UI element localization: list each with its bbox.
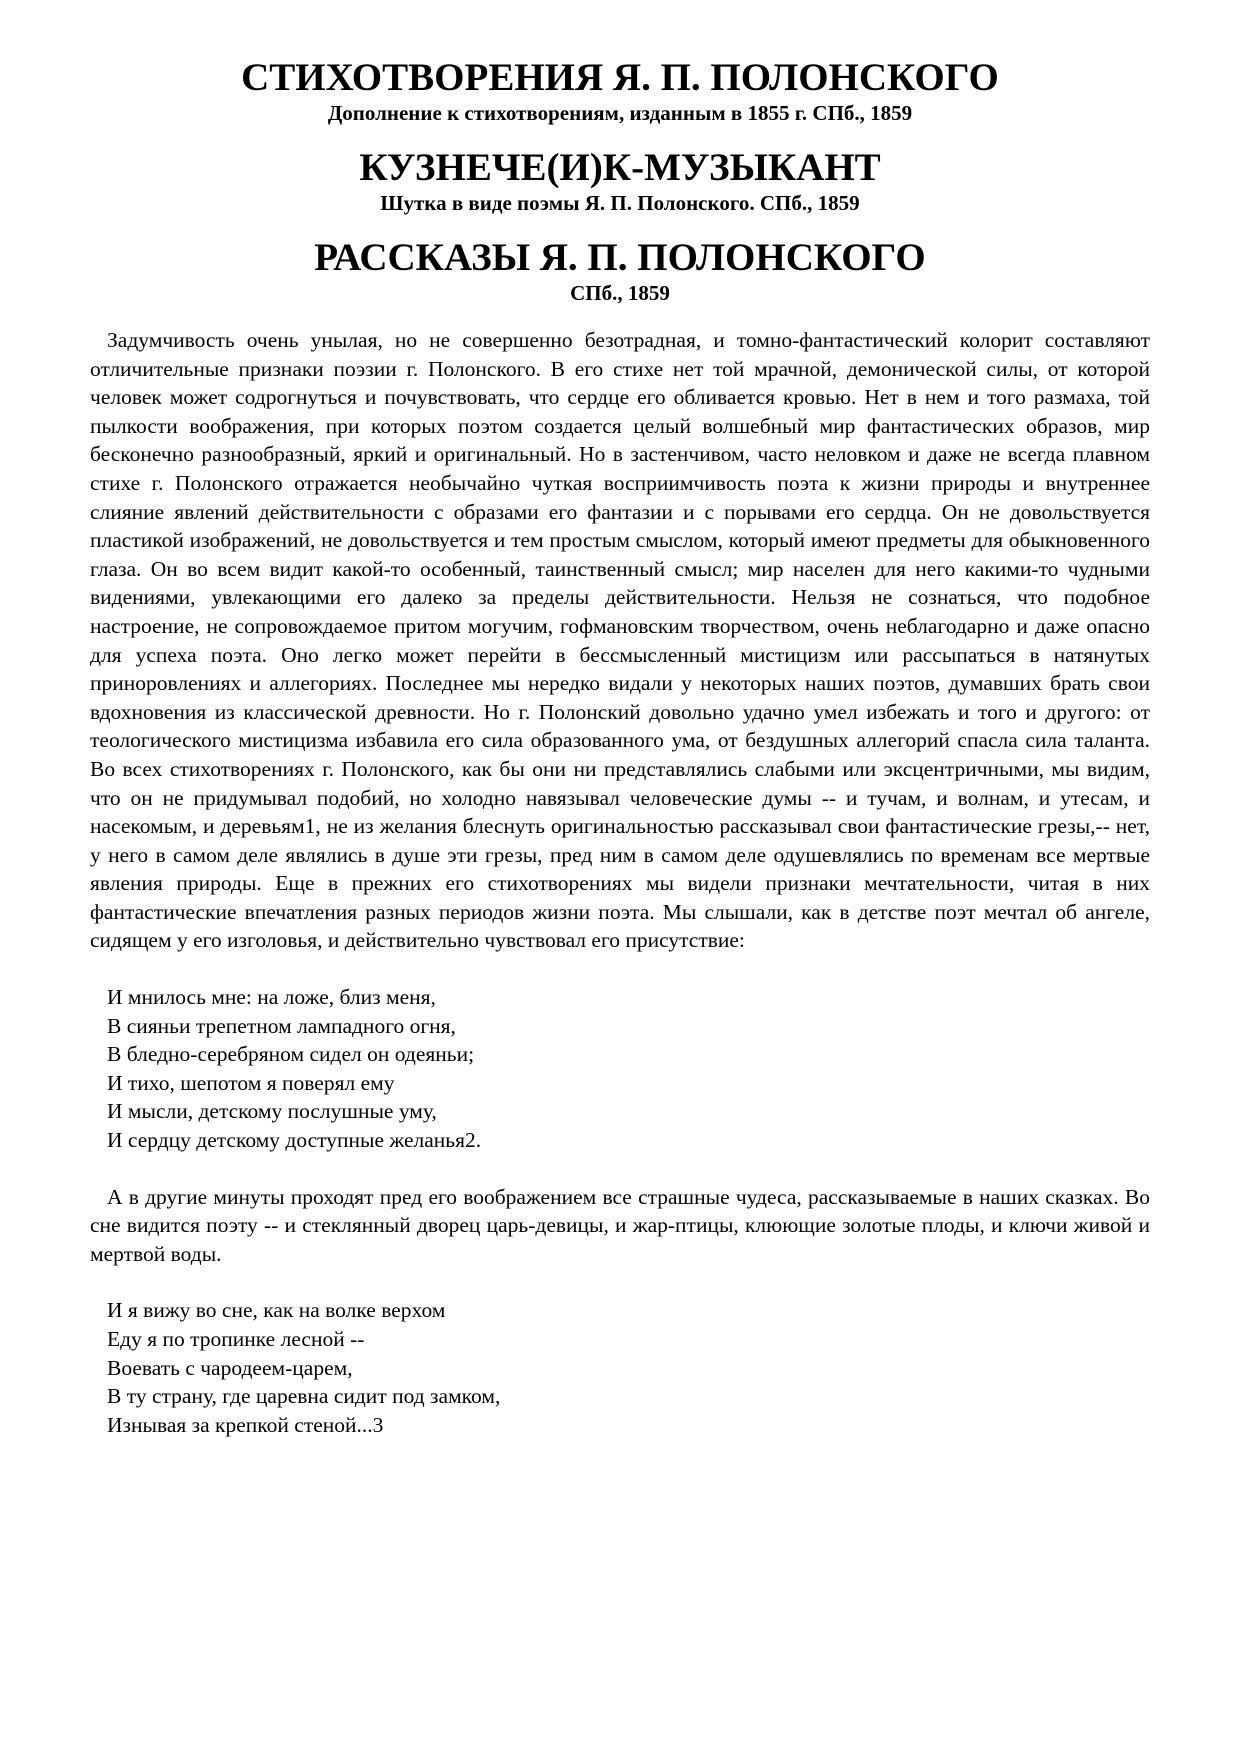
poem-quote (107, 1296, 1150, 1439)
poem-line: В бледно-серебряном сидел он одеяньи; (107, 1042, 475, 1067)
document-page (90, 56, 1150, 1467)
body-paragraph: Задумчивость очень унылая, но не совершенно безотрадная, и томно-фантастический колорит составляют отличительные признаки поэзии г. Полонского. В его стихе нет той мрачной, демонической силы, от которой человек может содрогнуться и почувствовать, что сердце его обливается кровью. Нет в нем и того размаха, той пылкости воображения, при которых поэтом создается целый волшебный мир фантастических образов, мир бесконечно разнообразный, яркий и оригинальный. Но в застенчивом, часто неловком и даже не всегда плавном стихе г. Полонского отражается необычайно чуткая восприимчивость поэта к жизни природы и внутреннее слияние явлений действительности с образами его фантазии и с порывами его сердца. Он не довольствуется пластикой изображений, не довольствуется и тем простым смыслом, который имеют предметы для обыкновенного глаза. Он во всем видит какой-то особенный, таинственный смысл; мир населен для него какими-то чудными видениями, увлекающими его далеко за пределы действительности. Нельзя не сознаться, что подобное настроение, не сопровождаемое притом могучим, гофмановским творчеством, очень неблагодарно и даже опасно для успеха поэта. Оно легко может перейти в бессмысленный мистицизм или рассыпаться в натянутых приноровлениях и аллегориях. Последнее мы нередко видали у некоторых наших поэтов, думавших брать свои вдохновения из классической древности. Но г. Полонский довольно удачно умел избежать и того и другого: от теологического мистицизма избавила его сила образованного ума, от бездушных аллегорий спасла сила таланта. Во всех стихотворениях г. Полонского, как бы они ни представлялись слабыми или эксцентричными, мы видим, что он не придумывал подобий, но холодно навязывал человеческие думы -- и тучам, и волнам, и утесам, и насекомым, и деревьям1, не из желания блеснуть оригинальностью рассказывал свои фантастические грезы,-- нет, у него в самом деле являлись в душе эти грезы, пред ним в самом деле одушевлялись по временам все мертвые явления природы. Еще в прежних его стихотворениях мы видели признаки мечтательности, читая в них фантастические впечатления разных периодов жизни поэта. Мы слышали, как в детстве поэт мечтал об ангеле, сидящем у его изголовья, и действительно чувствовал его присутствие: (90, 328, 1150, 953)
body-paragraph: А в другие минуты проходят пред его воображением все страшные чудеса, рассказываемые в наших сказках. Во сне видится поэту -- и стеклянный дворец царь-девицы, и жар-птицы, клюющие золотые плоды, и ключи живой и мертвой воды. (90, 1184, 1150, 1266)
poem-line: Воевать с чародеем-царем, (107, 1355, 353, 1380)
poem-line: Изнывая за крепкой стеной...3 (107, 1412, 384, 1437)
poem-line: В сияньи трепетном лампадного огня, (107, 1013, 456, 1038)
heading-subtitle: СПб., 1859 (570, 281, 670, 305)
heading-block-grasshopper (90, 146, 1150, 216)
poem-line: В ту страну, где царевна сидит под замком, (107, 1384, 501, 1409)
heading-block-stories (90, 236, 1150, 306)
poem-line: И тихо, шепотом я поверял ему (107, 1070, 395, 1095)
heading-subtitle: Шутка в виде поэмы Я. П. Полонского. СПб., 1859 (380, 191, 860, 215)
heading-title: КУЗНЕЧЕ(И)К-МУЗЫКАНТ (359, 146, 881, 189)
heading-subtitle: Дополнение к стихотворениям, изданным в 1855 г. СПб., 1859 (327, 101, 913, 125)
poem-line: И сердцу детскому доступные желанья2. (107, 1128, 482, 1153)
poem-line: Еду я по тропинке лесной -- (107, 1327, 365, 1351)
heading-title: РАССКАЗЫ Я. П. ПОЛОНСКОГО (314, 236, 926, 279)
heading-title: СТИХОТВОРЕНИЯ Я. П. ПОЛОНСКОГО (241, 56, 999, 99)
heading-block-poems (90, 56, 1150, 126)
poem-line: И мысли, детскому послушные уму, (107, 1099, 437, 1124)
poem-line: И я вижу во сне, как на волке верхом (107, 1298, 446, 1323)
poem-quote (107, 983, 1150, 1155)
poem-line: И мнилось мне: на ложе, близ меня, (107, 985, 436, 1010)
